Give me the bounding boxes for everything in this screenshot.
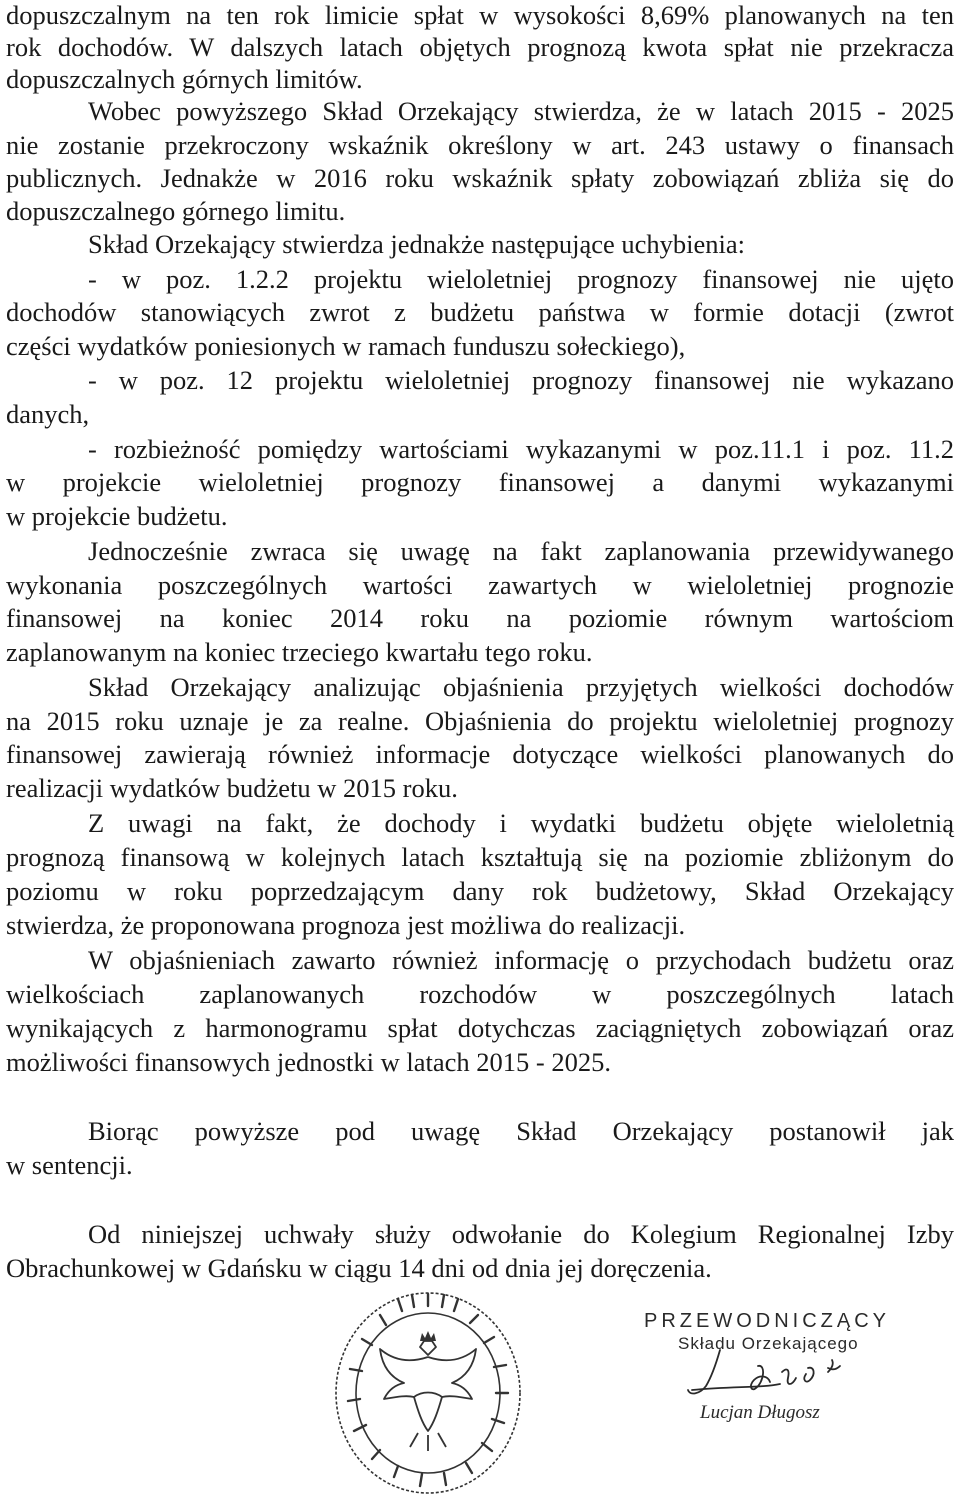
text-line: wykonania poszczególnych wartości zawartych w wieloletniej prognozie [6,570,954,600]
text-line: - rozbieżność pomiędzy wartościami wykazanymi w poz.11.1 i poz. 11.2 [88,434,954,464]
text-line: Od niniejszej uchwały służy odwołanie do Kolegium Regionalnej Izby [88,1219,954,1249]
text-line: danych, [6,399,90,429]
text-line: W objaśnieniach zawarto również informację o przychodach budżetu oraz [88,945,954,975]
text-line: Z uwagi na fakt, że dochody i wydatki budżetu objęte wieloletnią [88,808,954,838]
text-line: finansowej na koniec 2014 roku na poziomie równym wartościom [6,603,954,633]
text-line: Wobec powyższego Skład Orzekający stwierdza, że w latach 2015 - 2025 [88,96,954,126]
text-line: w sentencji. [6,1150,133,1180]
text-line: publicznych. Jednakże w 2016 roku wskaźnik spłaty zobowiązań zbliża się do [6,163,954,193]
text-line: Obrachunkowej w Gdańsku w ciągu 14 dni od dnia jej doręczenia. [6,1253,712,1283]
handwritten-signature-icon [684,1346,904,1406]
text-line: dopuszczalnych górnych limitów. [6,64,363,94]
text-line: realizacji wydatków budżetu w 2015 roku. [6,773,458,803]
text-line: rok dochodów. W dalszych latach objętych prognozą kwota spłat nie przekracza [6,32,954,62]
text-line: Biorąc powyższe pod uwagę Skład Orzekający postanowił jak [88,1116,954,1146]
text-line: nie zostanie przekroczony wskaźnik określony w art. 243 ustawy o finansach [6,130,954,160]
text-line: w projekcie wieloletniej prognozy finansowej a danymi wykazanymi [6,467,954,497]
text-line: na 2015 roku uznaje je za realne. Objaśnienia do projektu wieloletniej prognozy [6,706,954,736]
text-line: prognozą finansową w kolejnych latach kształtują się na poziomie zbliżonym do [6,842,954,872]
text-line: wynikających z harmonogramu spłat dotychczas zaciągniętych zobowiązań oraz [6,1013,954,1043]
text-line: dopuszczalnego górnego limitu. [6,196,346,226]
text-line: w projekcie budżetu. [6,501,228,531]
signature-title: PRZEWODNICZĄCY [644,1310,890,1332]
official-stamp [328,1285,528,1500]
signature-name: Lucjan Długosz [700,1402,820,1423]
eagle-seal-icon [328,1285,528,1500]
text-line: wielkościach zaplanowanych rozchodów w poszczególnych latach [6,979,954,1009]
text-line: możliwości finansowych jednostki w latach 2015 - 2025. [6,1047,611,1077]
text-line: Skład Orzekający analizując objaśnienia przyjętych wielkości dochodów [88,672,954,702]
text-line: dopuszczalnym na ten rok limicie spłat w wysokości 8,69% planowanych na ten [6,0,954,30]
text-line: dochodów stanowiących zwrot z budżetu państwa w formie dotacji (zwrot [6,297,954,327]
text-line: poziomu w roku poprzedzającym dany rok budżetowy, Skład Orzekający [6,876,954,906]
text-line: zaplanowanym na koniec trzeciego kwartału tego roku. [6,637,593,667]
signature-block [644,1310,944,1440]
text-line: stwierdza, że proponowana prognoza jest możliwa do realizacji. [6,910,686,940]
text-line: części wydatków poniesionych w ramach funduszu sołeckiego), [6,331,686,361]
text-line: - w poz. 12 projektu wieloletniej prognozy finansowej nie wykazano [88,365,954,395]
signature-subtitle: Składu Orzekającego [678,1334,859,1353]
text-line: Jednocześnie zwraca się uwagę na fakt zaplanowania przewidywanego [88,536,954,566]
text-line: - w poz. 1.2.2 projektu wieloletniej prognozy finansowej nie ujęto [88,264,954,294]
text-line: Skład Orzekający stwierdza jednakże następujące uchybienia: [88,229,746,259]
text-line: finansowej zawierają również informacje dotyczące wielkości planowanych do [6,739,954,769]
